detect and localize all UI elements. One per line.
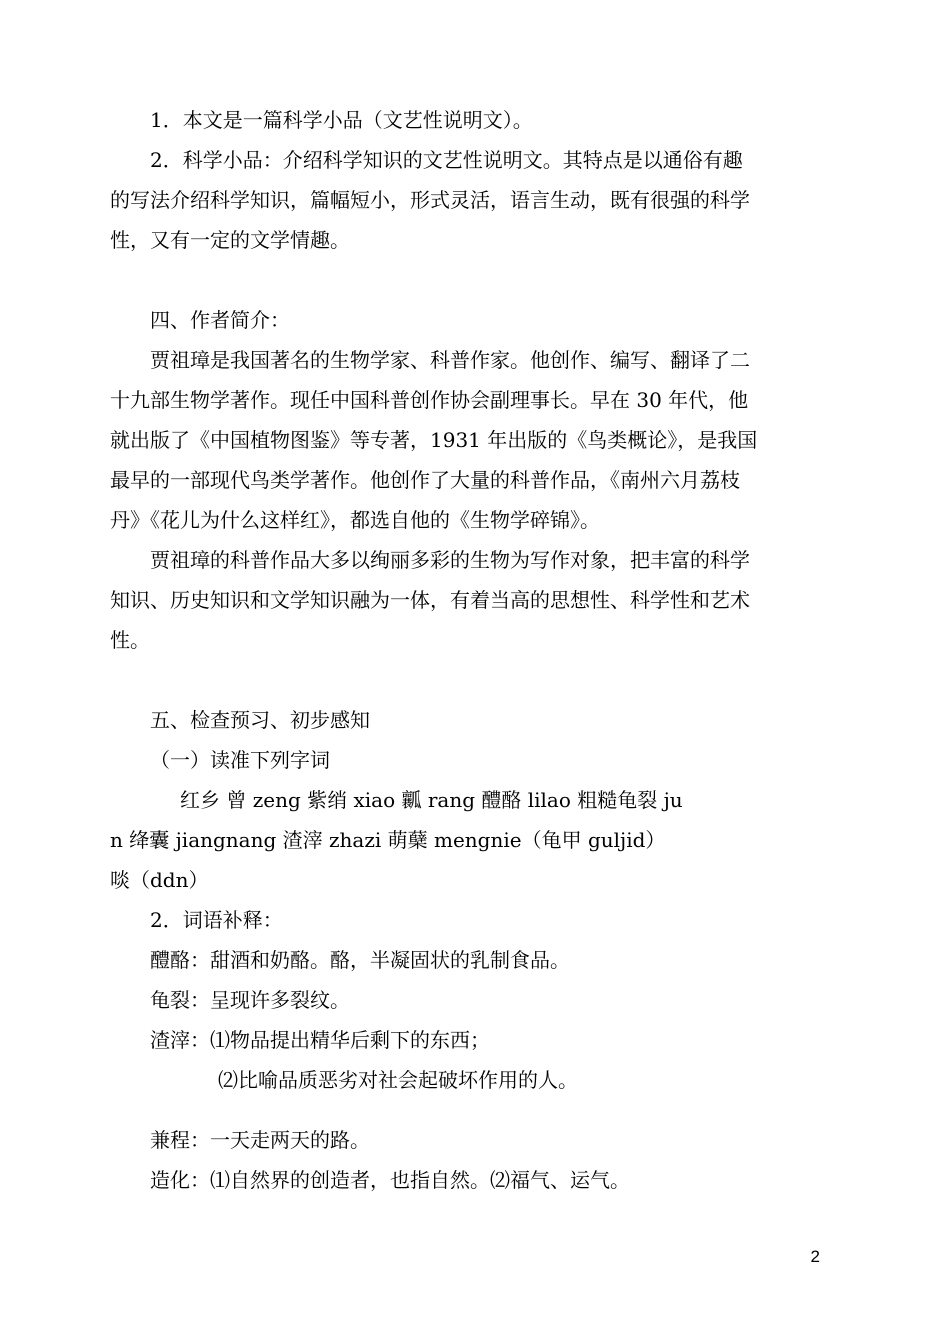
- text-line-2: 2．科学小品：介绍科学知识的文艺性说明文。其特点是以通俗有趣: [150, 148, 743, 172]
- text-line-1: 1．本文是一篇科学小品（文艺性说明文）。: [150, 108, 533, 132]
- word-list-line-2: n 绛囊 jiangnang 渣滓 zhazi 萌蘖 mengnie（龟甲 guljid）: [110, 828, 666, 852]
- text-line-7: 十九部生物学著作。现任中国科普创作协会副理事长。早在 30 年代，他: [110, 388, 749, 412]
- page-number: 2: [810, 1247, 820, 1266]
- word-note-jiancheng: 兼程：一天走两天的路。: [150, 1128, 370, 1152]
- text-line-4: 性，又有一定的文学情趣。: [110, 228, 350, 252]
- text-line-8: 就出版了《中国植物图鉴》等专著，1931 年出版的《鸟类概论》，是我国: [110, 428, 758, 452]
- text-line-12: 知识、历史知识和文学知识融为一体，有着当高的思想性、科学性和艺术: [110, 588, 750, 612]
- word-list-line-1: 红乡 曾 zeng 紫绡 xiao 瓤 rang 醴酪 lilao 粗糙龟裂 ju: [180, 788, 683, 812]
- subheading-read-words: （一）读准下列字词: [150, 748, 330, 772]
- word-note-zhazi-1: 渣滓：⑴物品提出精华后剩下的东西；: [150, 1028, 490, 1052]
- subheading-word-notes: 2．词语补释：: [150, 908, 283, 932]
- text-line-9: 最早的一部现代鸟类学著作。他创作了大量的科普作品，《南州六月荔枝: [110, 468, 740, 492]
- word-note-zaohua: 造化：⑴自然界的创造者，也指自然。⑵福气、运气。: [150, 1168, 630, 1192]
- text-line-11: 贾祖璋的科普作品大多以绚丽多彩的生物为写作对象，把丰富的科学: [150, 548, 750, 572]
- word-list-line-3: 啖（ddn）: [110, 868, 209, 892]
- text-line-3: 的写法介绍科学知识，篇幅短小，形式灵活，语言生动，既有很强的科学: [110, 188, 750, 212]
- word-note-junlie: 龟裂：呈现许多裂纹。: [150, 988, 350, 1012]
- word-note-lilao: 醴酪：甜酒和奶酪。酪，半凝固状的乳制食品。: [150, 948, 570, 972]
- text-line-13: 性。: [110, 628, 150, 652]
- section-heading-preview: 五、检查预习、初步感知: [150, 708, 370, 732]
- text-line-6: 贾祖璋是我国著名的生物学家、科普作家。他创作、编写、翻译了二: [150, 348, 750, 372]
- text-line-10: 丹》《花儿为什么这样红》，都选自他的《生物学碎锦》。: [110, 508, 600, 532]
- section-heading-author: 四、作者简介：: [150, 308, 290, 332]
- word-note-zhazi-2: ⑵比喻品质恶劣对社会起破坏作用的人。: [218, 1068, 578, 1092]
